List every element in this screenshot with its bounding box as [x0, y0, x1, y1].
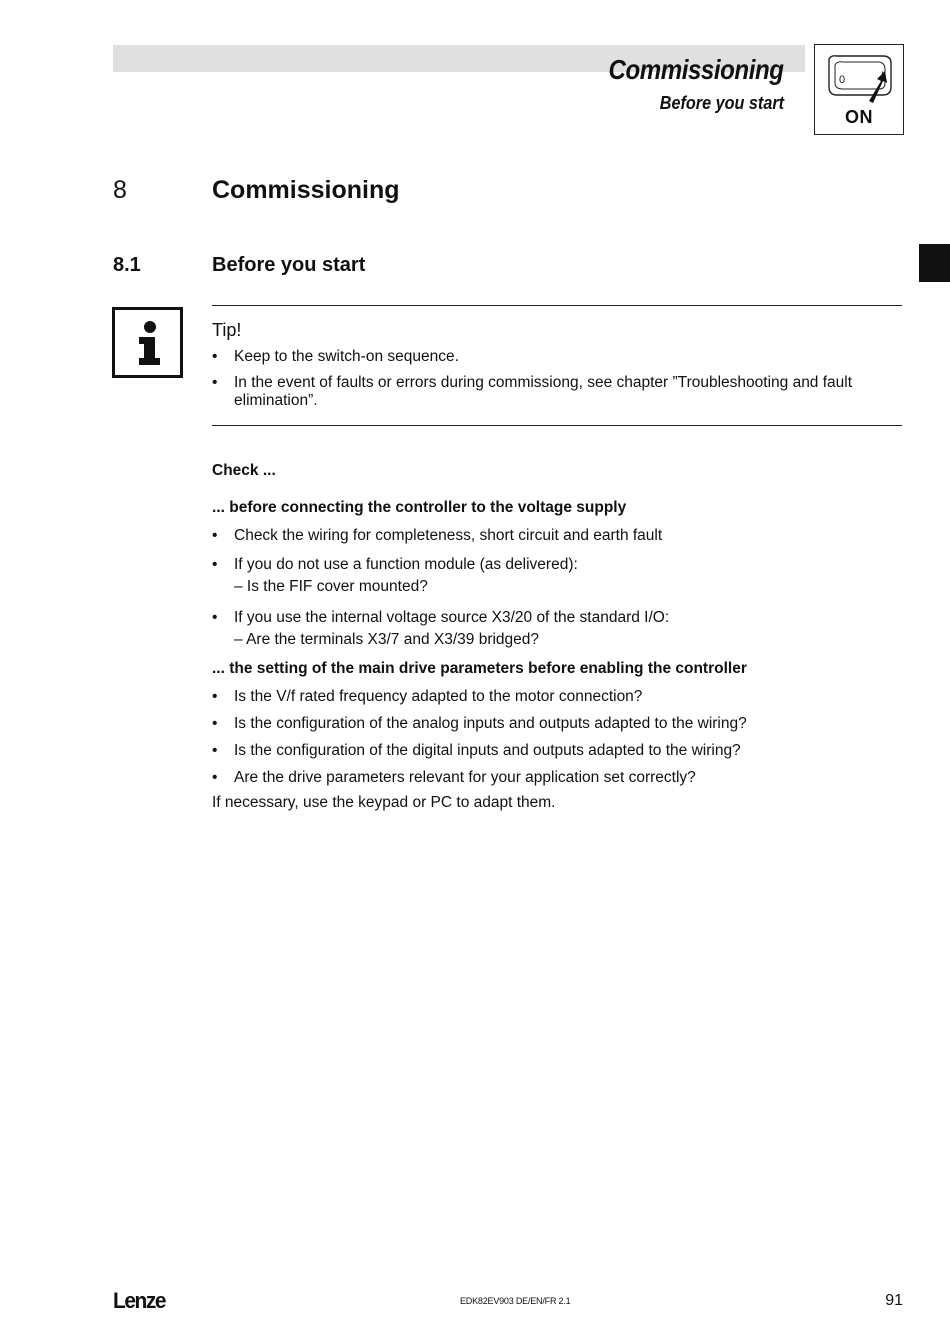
tip-top-rule [212, 305, 902, 306]
lenze-logo: Lenze [113, 1288, 166, 1313]
rocker-switch-icon [825, 53, 895, 109]
bullet: • [212, 715, 218, 732]
chapter-thumb-tab [919, 244, 950, 282]
bullet: • [212, 527, 218, 544]
power-switch-icon [814, 44, 904, 135]
list-item [212, 348, 902, 366]
switch-left-mark: 0 [839, 74, 846, 86]
subsection-number: 8.1 [113, 254, 141, 276]
list-item [212, 527, 902, 545]
tip-list [212, 348, 902, 410]
section-title: Commissioning [212, 176, 400, 204]
list-item [212, 742, 902, 760]
list-item [212, 607, 902, 651]
tip-item-text: In the event of faults or errors during commissiong, see chapter ”Troubleshooting and fault elimination”. [234, 374, 853, 409]
check-item-subtext: – Are the terminals X3/7 and X3/39 bridged? [234, 631, 540, 648]
bullet: • [212, 609, 218, 626]
parameter-item-text: Is the V/f rated frequency adapted to the motor connection? [234, 688, 643, 705]
section-number: 8 [113, 176, 127, 204]
adapt-note: If necessary, use the keypad or PC to adapt them. [212, 794, 556, 811]
before-connecting-heading: ... before connecting the controller to the voltage supply [212, 499, 627, 516]
running-header-title: Commissioning [608, 54, 784, 85]
running-header-subtitle: Before you start [659, 93, 784, 113]
check-heading: Check ... [212, 462, 276, 479]
bullet: • [212, 742, 218, 759]
before-connecting-list [212, 527, 902, 651]
list-item [212, 554, 902, 598]
page-number: 91 [885, 1292, 903, 1309]
bullet: • [212, 688, 218, 705]
tip-title: Tip! [212, 320, 242, 340]
parameter-item-text: Is the configuration of the analog inputs and outputs adapted to the wiring? [234, 715, 747, 732]
main-parameters-heading: ... the setting of the main drive parameters before enabling the controller [212, 660, 747, 677]
subsection-title: Before you start [212, 254, 366, 276]
bullet: • [212, 556, 218, 573]
list-item [212, 715, 902, 733]
check-item-text: If you use the internal voltage source X3/20 of the standard I/O: [234, 609, 670, 626]
tip-bottom-rule [212, 425, 902, 426]
info-icon [112, 307, 183, 378]
document-code: EDK82EV903 DE/EN/FR 2.1 [460, 1296, 571, 1306]
check-item-subtext: – Is the FIF cover mounted? [234, 578, 428, 595]
check-item-text: Check the wiring for completeness, short circuit and earth fault [234, 527, 663, 544]
tip-item-text: Keep to the switch-on sequence. [234, 348, 459, 365]
check-item-text: If you do not use a function module (as delivered): [234, 556, 578, 573]
bullet: • [212, 769, 218, 786]
parameter-item-text: Is the configuration of the digital inputs and outputs adapted to the wiring? [234, 742, 741, 759]
bullet: • [212, 348, 218, 365]
switch-on-label: ON [845, 107, 873, 127]
bullet: • [212, 374, 218, 391]
list-item [212, 769, 902, 787]
list-item [212, 688, 902, 706]
parameter-item-text: Are the drive parameters relevant for your application set correctly? [234, 769, 696, 786]
list-item [212, 374, 902, 410]
main-parameters-list [212, 688, 902, 787]
